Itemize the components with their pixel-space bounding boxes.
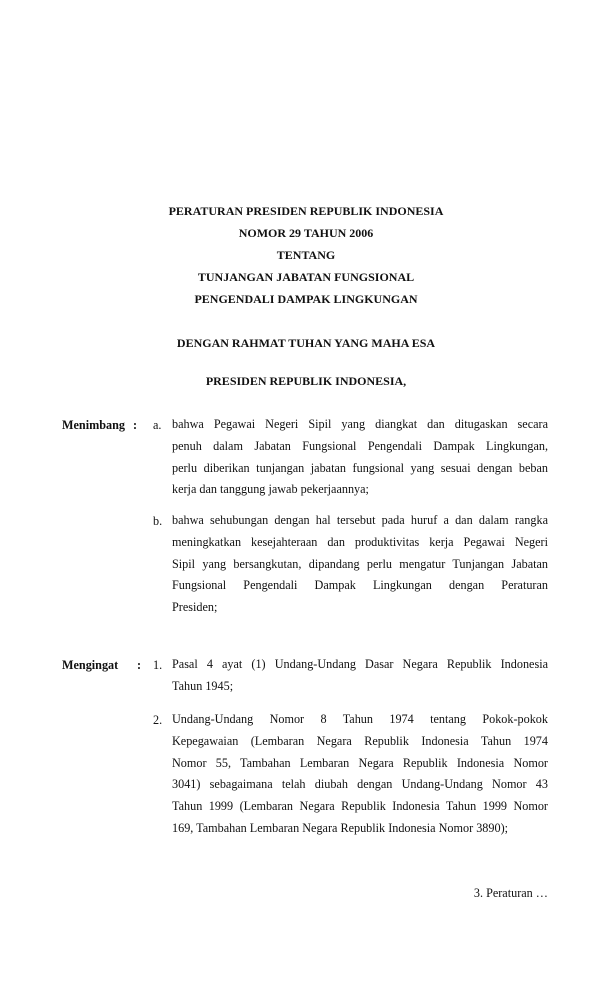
text-line: penuh dalam Jabatan Fungsional Pengendali Dampak Lingkungan, — [172, 438, 548, 453]
text-line: meningkatkan kesejahteraan dan produktivitas kerja Pegawai Negeri — [172, 534, 548, 549]
text-line: Nomor 55, Tambahan Lembaran Negara Republik Indonesia Nomor — [172, 755, 548, 770]
text-line: Tahun 1945; — [172, 678, 234, 693]
regulation-title: PERATURAN PRESIDEN REPUBLIK INDONESIA — [168, 204, 444, 218]
mengingat-colon: : — [137, 658, 142, 672]
menimbang-item-b — [172, 510, 548, 619]
text-line: Fungsional Pengendali Dampak Lingkungan dengan Peraturan — [172, 578, 548, 593]
invocation: DENGAN RAHMAT TUHAN YANG MAHA ESA — [176, 336, 436, 350]
regulation-subject-line-1: TUNJANGAN JABATAN FUNGSIONAL — [197, 270, 415, 284]
regulation-about: TENTANG — [276, 248, 336, 262]
mengingat-item-2-marker: 2. — [153, 713, 163, 727]
text-line: kerja dan tanggung jawab pekerjaannya; — [172, 482, 369, 497]
regulation-subject-line-2: PENGENDALI DAMPAK LINGKUNGAN — [194, 292, 418, 306]
authority: PRESIDEN REPUBLIK INDONESIA, — [205, 374, 407, 388]
text-line: 3041) sebagaimana telah diubah dengan Undang-Undang Nomor 43 — [172, 777, 548, 792]
text-line: bahwa Pegawai Negeri Sipil yang diangkat dan ditugaskan secara — [172, 417, 548, 431]
mengingat-label: Mengingat — [62, 658, 119, 672]
text-line: Presiden; — [172, 600, 218, 615]
text-line: perlu diberikan tunjangan jabatan fungsional yang sesuai dengan beban — [172, 460, 548, 475]
menimbang-item-b-marker: b. — [153, 514, 163, 528]
text-line: bahwa sehubungan dengan hal tersebut pada huruf a dan dalam rangka — [172, 513, 548, 527]
text-line: 169, Tambahan Lembaran Negara Republik Indonesia Nomor 3890); — [172, 820, 509, 835]
menimbang-item-a-marker: a. — [153, 418, 162, 432]
regulation-number: NOMOR 29 TAHUN 2006 — [238, 226, 374, 240]
text-line: Tahun 1999 (Lembaran Negara Republik Indonesia Tahun 1999 Nomor — [172, 799, 548, 814]
mengingat-item-2 — [172, 709, 548, 840]
menimbang-item-a — [172, 414, 548, 501]
text-line: Pasal 4 ayat (1) Undang-Undang Dasar Negara Republik Indonesia — [172, 657, 548, 671]
text-line: Sipil yang bersangkutan, dipandang perlu mengatur Tunjangan Jabatan — [172, 556, 548, 571]
menimbang-colon: : — [133, 418, 138, 432]
menimbang-label: Menimbang — [62, 418, 125, 432]
text-line: Kepegawaian (Lembaran Negara Republik Indonesia Tahun 1974 — [172, 733, 548, 748]
page-continuation: 3. Peraturan … — [473, 886, 548, 900]
text-line: Undang-Undang Nomor 8 Tahun 1974 tentang Pokok-pokok — [172, 712, 548, 726]
mengingat-item-1-marker: 1. — [153, 658, 163, 672]
mengingat-item-1 — [172, 654, 548, 698]
